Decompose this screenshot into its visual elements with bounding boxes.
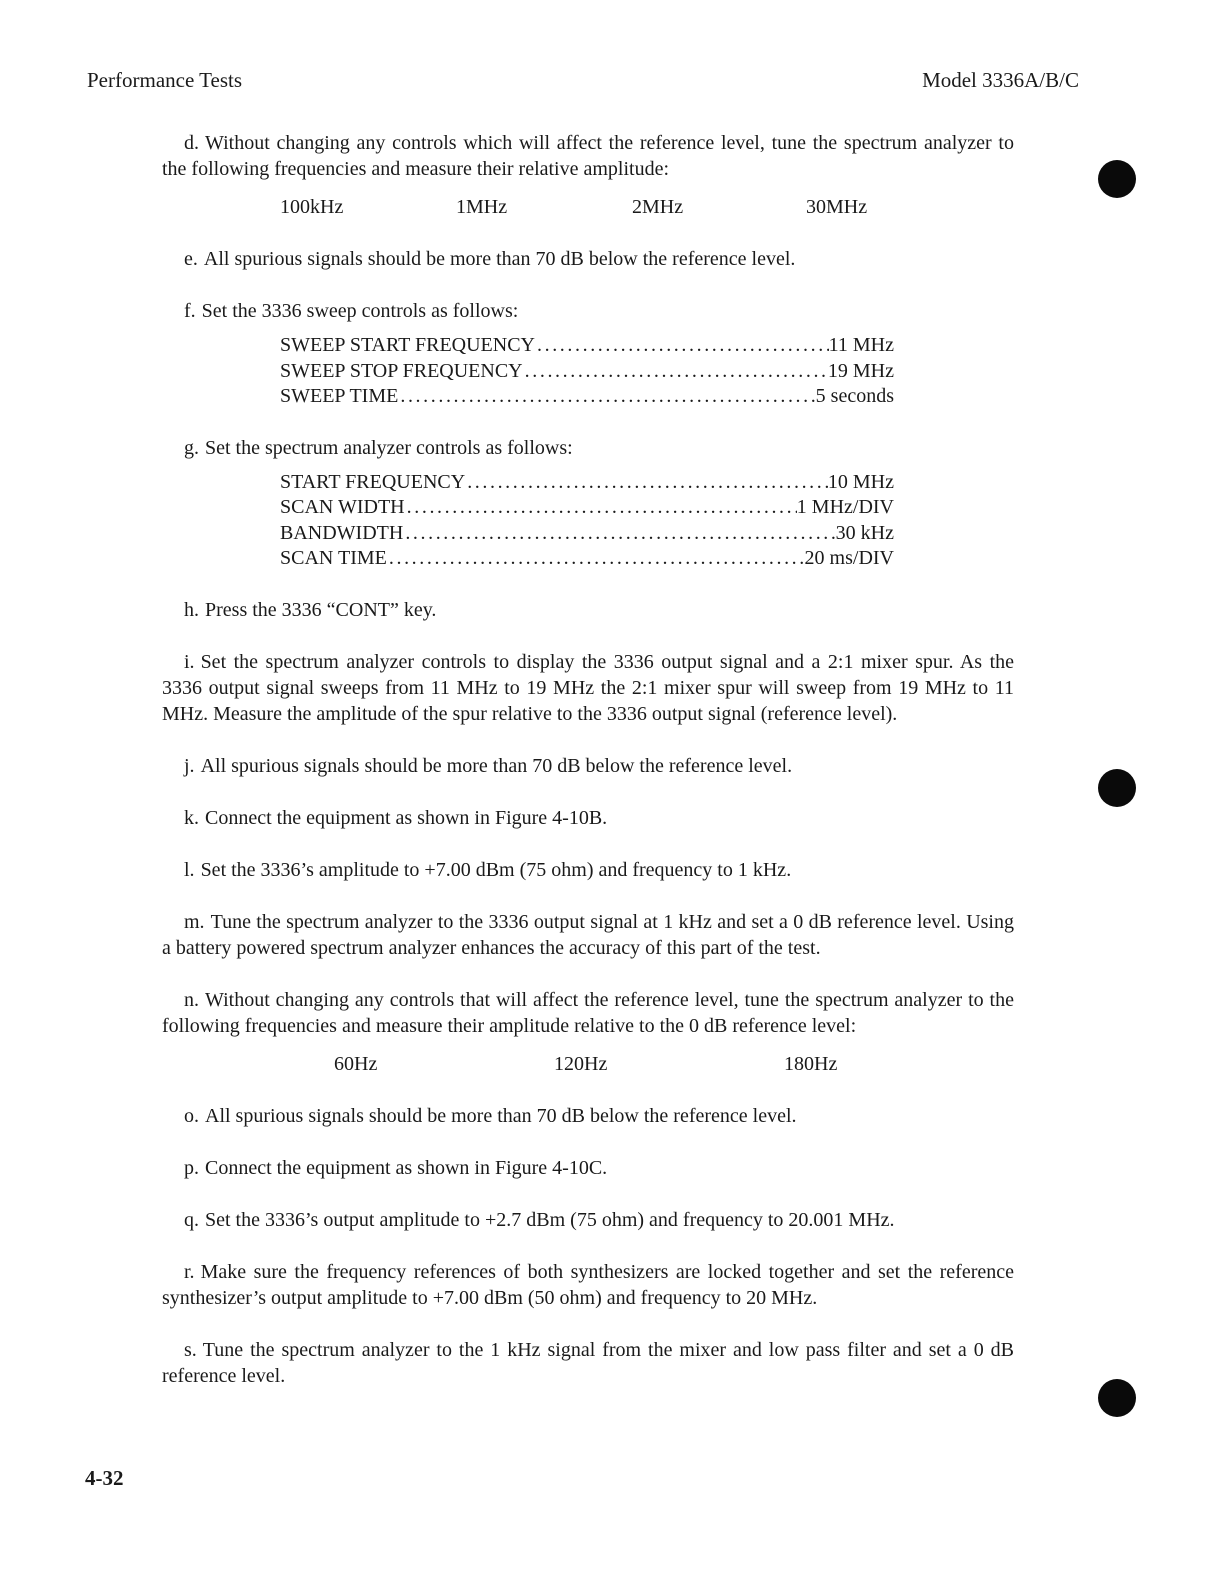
setting-name: START FREQUENCY	[280, 470, 466, 493]
step-text: Connect the equipment as shown in Figure 4-10C.	[205, 1156, 608, 1179]
step-text: Connect the equipment as shown in Figure 4-10B.	[205, 806, 608, 829]
step-i	[162, 649, 1014, 727]
analyzer-settings-table	[280, 469, 894, 571]
setting-row	[280, 332, 894, 358]
step-e	[162, 246, 1014, 272]
setting-value: 20 ms/DIV	[804, 547, 894, 569]
leader-dots	[523, 358, 828, 384]
step-h	[162, 597, 1014, 623]
leader-dots	[405, 494, 797, 520]
step-g	[162, 435, 1014, 461]
step-letter: d.	[184, 132, 199, 154]
step-d	[162, 130, 1014, 182]
setting-value: 19 MHz	[827, 359, 894, 382]
step-j	[162, 753, 1014, 779]
setting-row	[280, 494, 894, 520]
sweep-settings-table	[280, 332, 894, 409]
step-text: Without changing any controls which will affect the reference level, tune the spectrum analyzer to the following frequencies and measure their relative amplitude:	[162, 132, 1014, 180]
leader-dots	[465, 469, 828, 495]
step-letter: g.	[184, 436, 199, 459]
step-letter: i.	[184, 650, 195, 673]
step-k	[162, 805, 1014, 831]
header-model-number: Model 3336A/B/C	[922, 68, 1079, 92]
step-letter: m.	[184, 910, 205, 933]
binder-hole-top	[1098, 160, 1136, 198]
step-letter: k.	[184, 806, 199, 829]
step-text: Make sure the frequency references of both synthesizers are locked together and set the reference synthesizer’s output amplitude to +7.00 dBm (50 ohm) and frequency to 20 MHz.	[162, 1260, 1014, 1309]
step-text: All spurious signals should be more than 70 dB below the reference level.	[200, 754, 793, 777]
setting-name: SWEEP STOP FREQUENCY	[280, 359, 523, 382]
setting-value: 1 MHz/DIV	[796, 496, 894, 518]
procedure-body	[162, 130, 1014, 1415]
setting-value: 11 MHz	[828, 334, 894, 356]
frequency-item: 2MHz	[632, 196, 684, 218]
step-text: Press the 3336 “CONT” key.	[205, 598, 437, 621]
step-letter: j.	[184, 754, 195, 777]
frequency-item: 180Hz	[784, 1052, 838, 1075]
step-l	[162, 857, 1014, 883]
step-o	[162, 1103, 1014, 1129]
frequency-list-d	[162, 194, 1014, 220]
leader-dots	[535, 332, 829, 358]
setting-name: SCAN WIDTH	[280, 496, 405, 518]
step-letter: n.	[184, 988, 199, 1011]
step-s	[162, 1337, 1014, 1389]
setting-name: SCAN TIME	[280, 547, 387, 569]
step-letter: f.	[184, 300, 196, 322]
step-text: Without changing any controls that will affect the reference level, tune the spectrum analyzer to the following frequencies and measure their amplitude relative to the 0 dB reference level:	[162, 988, 1014, 1037]
setting-row	[280, 383, 894, 409]
binder-hole-bottom	[1098, 1379, 1136, 1417]
setting-row	[280, 358, 894, 384]
setting-name: SWEEP TIME	[280, 385, 399, 407]
setting-row	[280, 469, 894, 495]
setting-row	[280, 545, 894, 571]
frequency-item: 100kHz	[280, 196, 344, 218]
frequency-item: 1MHz	[456, 196, 508, 218]
setting-row	[280, 520, 894, 546]
step-text: Tune the spectrum analyzer to the 3336 output signal at 1 kHz and set a 0 dB reference level. Using a battery powered spectrum analyzer enhances the accuracy of this part of the test.	[162, 910, 1014, 959]
step-text: Tune the spectrum analyzer to the 1 kHz signal from the mixer and low pass filter and set a 0 dB reference level.	[162, 1338, 1014, 1387]
step-letter: l.	[184, 858, 195, 881]
setting-name: SWEEP START FREQUENCY	[280, 334, 535, 356]
step-letter: o.	[184, 1104, 199, 1127]
step-m	[162, 909, 1014, 961]
step-text: Set the 3336 sweep controls as follows:	[201, 300, 519, 322]
step-n	[162, 987, 1014, 1039]
step-text: All spurious signals should be more than 70 dB below the reference level.	[203, 248, 796, 270]
leader-dots	[403, 520, 835, 546]
frequency-list-n	[162, 1051, 1014, 1077]
step-q	[162, 1207, 1014, 1233]
setting-value: 10 MHz	[827, 470, 894, 493]
header-section-title: Performance Tests	[87, 68, 243, 92]
step-text: Set the spectrum analyzer controls to display the 3336 output signal and a 2:1 mixer spur. As the 3336 output signal sweeps from 11 MHz to 19 MHz the 2:1 mixer spur will sweep from 19 MHz to 11 MHz. Measure the amplitude of the spur relative to the 3336 output signal (reference level).	[162, 650, 1014, 725]
step-text: Set the spectrum analyzer controls as follows:	[205, 436, 573, 459]
step-letter: s.	[184, 1338, 197, 1361]
frequency-item: 60Hz	[334, 1052, 378, 1075]
step-p	[162, 1155, 1014, 1181]
step-text: Set the 3336’s amplitude to +7.00 dBm (75 ohm) and frequency to 1 kHz.	[200, 858, 792, 881]
page-number: 4-32	[85, 1466, 124, 1490]
step-text: Set the 3336’s output amplitude to +2.7 dBm (75 ohm) and frequency to 20.001 MHz.	[205, 1208, 895, 1231]
binder-hole-middle	[1098, 769, 1136, 807]
leader-dots	[387, 545, 805, 571]
setting-value: 5 seconds	[815, 385, 894, 407]
step-letter: h.	[184, 598, 199, 621]
step-f	[162, 298, 1014, 324]
leader-dots	[398, 383, 815, 409]
step-text: All spurious signals should be more than 70 dB below the reference level.	[205, 1104, 797, 1127]
step-letter: e.	[184, 248, 198, 270]
frequency-item: 30MHz	[806, 196, 868, 218]
setting-name: BANDWIDTH	[280, 521, 404, 544]
step-letter: p.	[184, 1156, 199, 1179]
step-r	[162, 1259, 1014, 1311]
setting-value: 30 kHz	[835, 521, 894, 544]
step-letter: r.	[184, 1260, 195, 1283]
frequency-item: 120Hz	[554, 1052, 608, 1075]
step-letter: q.	[184, 1208, 199, 1231]
